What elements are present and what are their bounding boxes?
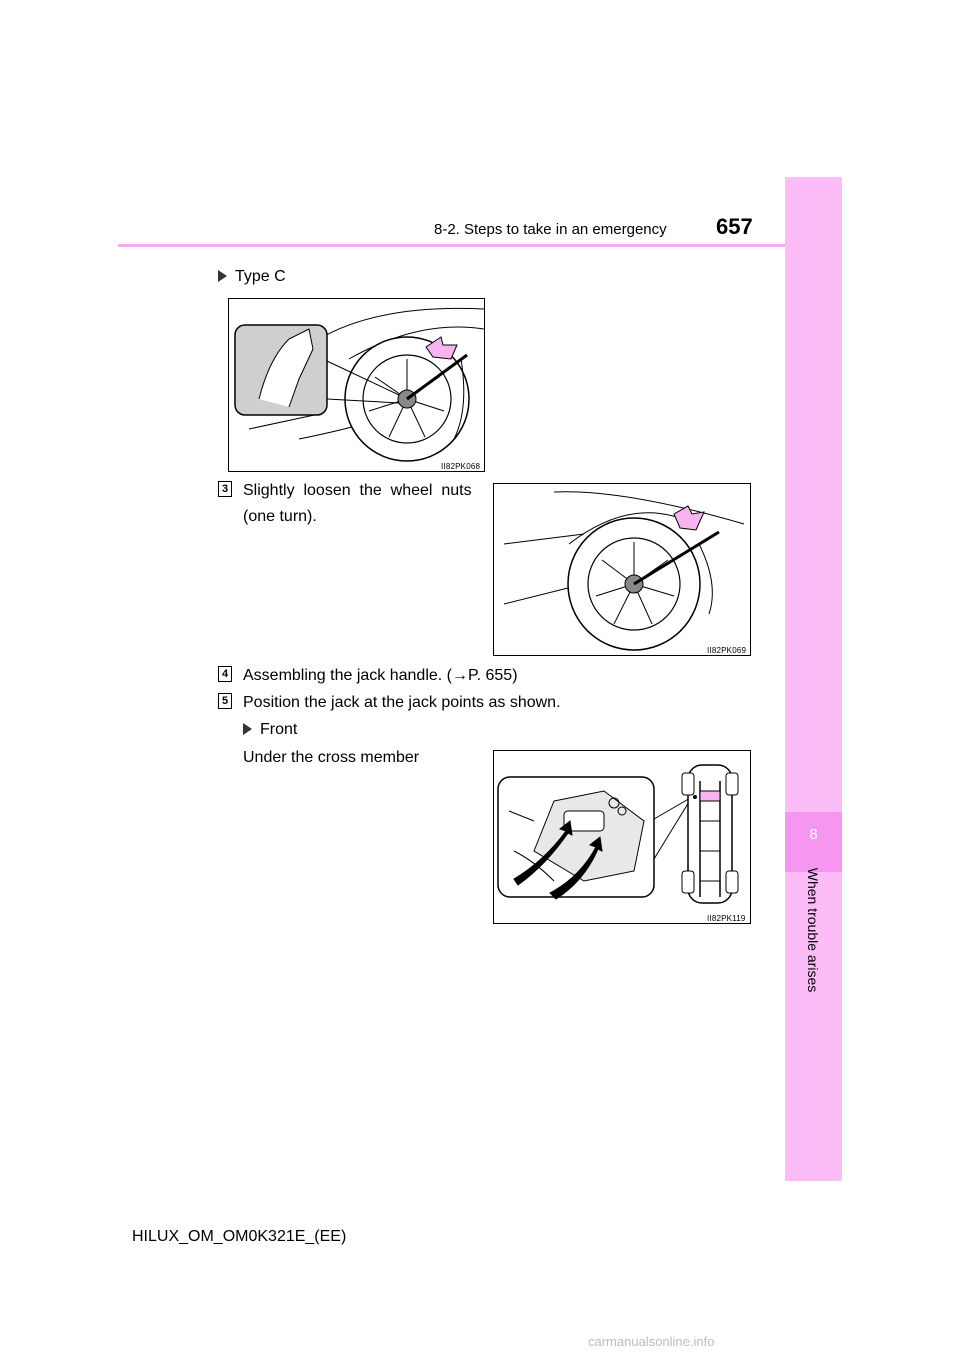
jack-point-illustration [494, 751, 751, 924]
step-3-line-1: Slightly loosen the wheel nuts [243, 482, 472, 499]
figure-loosen-nuts [493, 483, 751, 656]
loosen-nuts-illustration [494, 484, 751, 656]
chapter-number: 8 [809, 826, 818, 843]
chapter-side-tab [785, 177, 842, 1181]
type-c-heading [218, 264, 286, 290]
watermark: carmanualsonline.info [588, 1334, 715, 1349]
wheel-cap-illustration [229, 299, 485, 472]
triangle-bullet-icon [243, 723, 252, 735]
document-id: HILUX_OM_OM0K321E_(EE) [132, 1228, 347, 1245]
step-3-text [243, 478, 479, 530]
triangle-bullet-icon [218, 270, 227, 282]
front-label: Front [260, 721, 298, 738]
figure-front-jack-point [493, 750, 751, 924]
step-3-line-2: (one turn). [243, 508, 317, 525]
step-5-text: Position the jack at the jack points as shown. [243, 694, 561, 711]
step-number-5: 5 [218, 693, 232, 709]
step-4-text: Assembling the jack handle. (→P. 655) [243, 667, 518, 684]
figure-code: II82PK068 [441, 462, 481, 471]
page-number: 657 [716, 214, 753, 239]
step-number-3: 3 [218, 481, 232, 497]
type-c-label: Type C [235, 268, 286, 285]
figure-code: II82PK069 [707, 646, 747, 655]
header-rule [118, 244, 842, 247]
chapter-title: When trouble arises [805, 867, 821, 993]
front-description: Under the cross member [243, 749, 420, 766]
step-number-4: 4 [218, 666, 232, 682]
chapter-title-vertical [803, 867, 823, 993]
section-title: 8-2. Steps to take in an emergency [434, 221, 667, 238]
figure-wheel-cap-removal [228, 298, 485, 472]
front-heading [243, 717, 297, 743]
figure-code: II82PK119 [707, 914, 746, 923]
